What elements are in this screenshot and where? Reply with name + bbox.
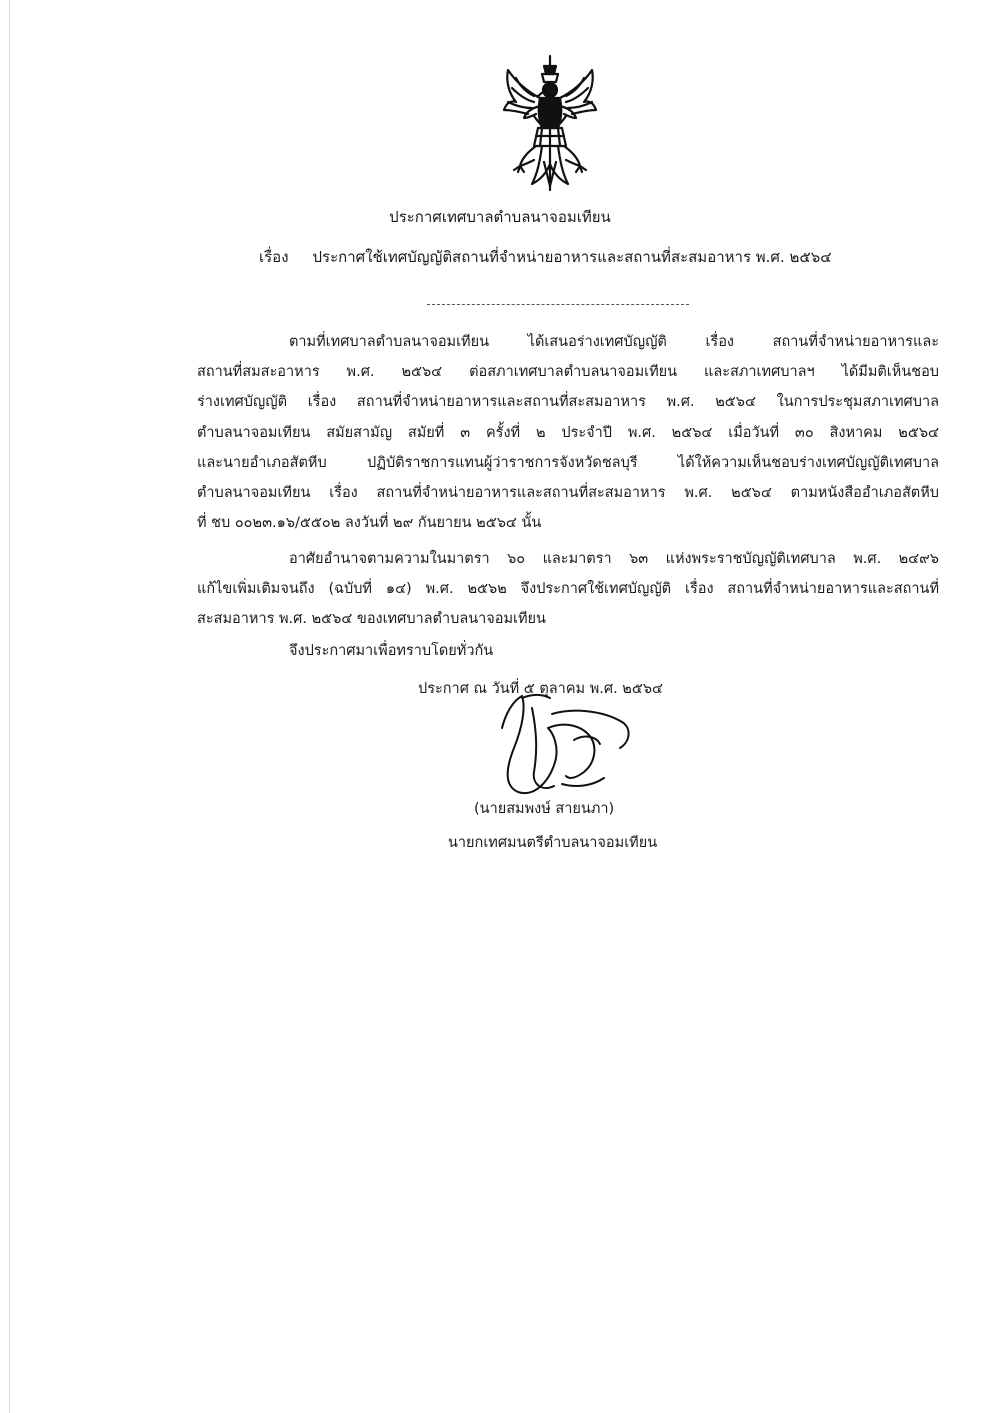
paragraph-line: สะสมอาหาร พ.ศ. ๒๕๖๔ ของเทศบาลตำบลนาจอมเทียน — [197, 611, 546, 628]
paragraph-1 — [197, 327, 939, 538]
subject-line — [259, 246, 832, 268]
dashed-divider — [427, 304, 689, 305]
paragraph-line: ตำบลนาจอมเทียน เรื่อง สถานที่จำหน่ายอาหารและสถานที่สะสมอาหาร พ.ศ. ๒๕๖๔ ตามหนังสืออำเภอสัตหีบ — [197, 484, 939, 501]
subject-label: เรื่อง — [259, 248, 289, 266]
announcement-date: ประกาศ ณ วันที่ ๕ ตุลาคม พ.ศ. ๒๕๖๔ — [418, 681, 663, 697]
document-title: ประกาศเทศบาลตำบลนาจอมเทียน — [389, 208, 611, 226]
subject-text: ประกาศใช้เทศบัญญัติสถานที่จำหน่ายอาหารและสถานที่สะสมอาหาร พ.ศ. ๒๕๖๔ — [312, 248, 832, 266]
paragraph-2 — [197, 544, 939, 635]
paragraph-line: และนายอำเภอสัตหีบ ปฏิบัติราชการแทนผู้ว่าราชการจังหวัดชลบุรี ได้ให้ความเห็นชอบร่างเทศบัญญัติเทศบาล — [197, 454, 939, 471]
signer-title: นายกเทศมนตรีตำบลนาจอมเทียน — [448, 835, 658, 851]
handwritten-signature-icon — [492, 688, 652, 800]
paragraph-line: ตามที่เทศบาลตำบลนาจอมเทียน ได้เสนอร่างเทศบัญญัติ เรื่อง สถานที่จำหน่ายอาหารและ — [289, 334, 939, 350]
paragraph-line: ที่ ชบ ๐๐๒๓.๑๖/๕๕๐๒ ลงวันที่ ๒๙ กันยายน ๒๕๖๔ นั้น — [197, 515, 542, 532]
paragraph-line: อาศัยอำนาจตามความในมาตรา ๖๐ และมาตรา ๖๓ แห่งพระราชบัญญัติเทศบาล พ.ศ. ๒๔๙๖ — [289, 551, 939, 567]
signer-name: (นายสมพงษ์ สายนภา) — [474, 801, 615, 817]
garuda-emblem-icon — [498, 52, 602, 194]
paragraph-line: ตำบลนาจอมเทียน สมัยสามัญ สมัยที่ ๓ ครั้งที่ ๒ ประจำปี พ.ศ. ๒๕๖๔ เมื่อวันที่ ๓๐ สิงหาคม ๒๕๖๔ — [197, 424, 939, 441]
paragraph-line: แก้ไขเพิ่มเติมจนถึง (ฉบับที่ ๑๔) พ.ศ. ๒๕๖๒ จึงประกาศใช้เทศบัญญัติ เรื่อง สถานที่จำหน่ายอาหารและสถานที่ — [197, 581, 939, 598]
closing-statement: จึงประกาศมาเพื่อทราบโดยทั่วกัน — [289, 643, 494, 659]
paragraph-line: สถานที่สมสะอาหาร พ.ศ. ๒๕๖๔ ต่อสภาเทศบาลตำบลนาจอมเทียน และสภาเทศบาลฯ ได้มีมติเห็นชอบ — [197, 364, 939, 381]
paragraph-line: ร่างเทศบัญญัติ เรื่อง สถานที่จำหน่ายอาหารและสถานที่สะสมอาหาร พ.ศ. ๒๕๖๔ ในการประชุมสภาเทศบาล — [197, 394, 939, 411]
